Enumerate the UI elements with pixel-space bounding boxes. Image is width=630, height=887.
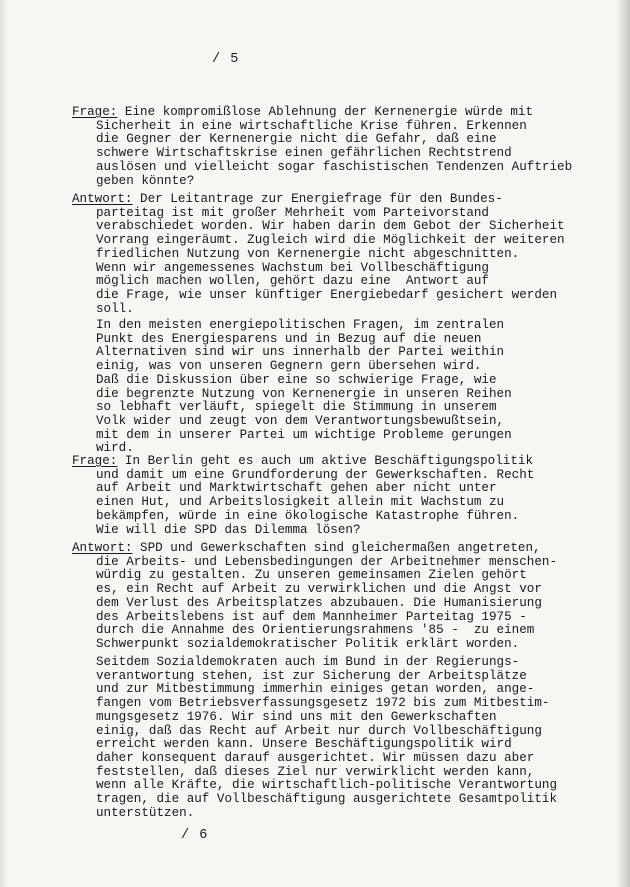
text-line: erreicht werden kann. Unsere Beschäftigungspolitik wird (96, 737, 512, 752)
text-line: die Gegner der Kernenergie nicht die Gefahr, daß eine (96, 132, 497, 147)
text-line: schwere Wirtschaftskrise einen gefährlichen Rechtstrend (96, 146, 512, 161)
text-line: auf Arbeit und Marktwirtschaft gehen aber nicht unter (96, 481, 497, 496)
question-1-first-line: Frage: Eine kompromißlose Ablehnung der Kernenergie würde mit (72, 105, 534, 119)
text-line: wird. (96, 441, 134, 456)
text-line: Schwerpunkt sozialdemokratischer Politik erklärt worden. (96, 636, 520, 651)
text-line: friedlichen Nutzung von Kernenergie nicht abgeschnitten. (96, 246, 520, 261)
text-line: In den meisten energiepolitischen Fragen, im zentralen (96, 318, 505, 332)
page-number-bottom: / 6 (181, 828, 209, 843)
question-1 (72, 106, 572, 188)
answer-2 (72, 542, 572, 652)
text-line: mungsgesetz 1976. Wir sind uns mit den Gewerkschaften (96, 709, 497, 724)
text-line: würdig zu gestalten. Zu unseren gemeinsamen Zielen gehört (96, 568, 527, 583)
text-line: bekämpfen, würde in eine ökologische Katastrophe führen. (96, 508, 520, 523)
text-line: Vorrang eingeräumt. Zugleich wird die Möglichkeit der weiteren (96, 233, 565, 248)
text-line: wenn alle Kräfte, die wirtschaftlich-politische Verantwortung (96, 778, 558, 793)
text-line: Volk wider und zeugt von dem Verantwortungsbewußtsein, (96, 413, 505, 428)
text-line: dem Verlust des Arbeitsplatzes abzubauen. Die Humanisierung (96, 595, 542, 610)
text-line: fangen vom Betriebsverfassungsgesetz 1972 bis zum Mitbestim- (96, 696, 550, 711)
text-line: Wie will die SPD das Dilemma lösen? (96, 522, 361, 537)
text-line: einig, was von unseren Gegnern gern übersehen wird. (96, 359, 482, 374)
text-line: Seitdem Sozialdemokraten auch im Bund in der Regierungs- (96, 655, 520, 669)
text-line: daher konsequent darauf ausgerichtet. Wir müssen dazu aber (96, 750, 535, 765)
page-number-top: / 5 (212, 52, 240, 67)
text-line: mit dem in unserer Partei um wichtige Probleme gerungen (96, 427, 512, 442)
text-line: Alternativen sind wir uns innerhalb der Partei weithin (96, 345, 505, 360)
answer-label: Antwort: (72, 192, 133, 206)
text-line: so lebhaft verläuft, spiegelt die Stimmung in unserem (96, 400, 497, 415)
text-line: soll. (96, 301, 134, 316)
text-line: einig, daß das Recht auf Arbeit nur durch Vollbeschäftigung (96, 723, 542, 738)
text-line: Punkt des Energiesparens und in Bezug auf die neuen (96, 331, 482, 346)
scan-edge-left (0, 0, 8, 887)
text-line: einen Hut, und Arbeitslosigkeit allein mit Wachstum zu (96, 495, 505, 510)
text-line: durch die Annahme des Orientierungsrahmens '85 - zu einem (96, 623, 535, 638)
answer-2-first-line: Antwort: SPD und Gewerkschaften sind gleichermaßen angetreten, (72, 541, 541, 555)
text-line: unterstützen. (96, 805, 195, 820)
text-line: verabschiedet worden. Wir haben darin dem Gebot der Sicherheit (96, 219, 565, 234)
text-line: die Frage, wie unser künftiger Energiebedarf gesichert werden (96, 287, 558, 302)
question-2-first-line: Frage: In Berlin geht es auch um aktive Beschäftigungspolitik (72, 454, 534, 468)
question-label: Frage: (72, 105, 118, 119)
text-line: es, ein Recht auf Arbeit zu verwirklichen und die Angst vor (96, 582, 542, 597)
text-line: und damit um eine Grundforderung der Gewerkschaften. Recht (96, 467, 535, 482)
answer-1 (72, 193, 572, 316)
answer-1-first-line: Antwort: Der Leitantrage zur Energiefrage für den Bundes- (72, 192, 503, 206)
text-line: auslösen und vielleicht sogar faschistischen Tendenzen Auftrieb (96, 159, 573, 174)
question-2 (72, 455, 572, 537)
text-line: Daß die Diskussion über eine so schwierige Frage, wie (96, 372, 497, 387)
scan-edge-right (616, 0, 630, 887)
text-line: des Arbeitslebens ist auf dem Mannheimer Parteitag 1975 - (96, 609, 527, 624)
text-line: feststellen, daß dieses Ziel nur verwirklicht werden kann, (96, 764, 535, 779)
answer-1-paragraph-2 (72, 319, 572, 456)
text-line: die Arbeits- und Lebensbedingungen der Arbeitnehmer menschen- (96, 554, 558, 569)
text-line: Wenn wir angemessenes Wachstum bei Vollbeschäftigung (96, 260, 489, 275)
text-line: geben könnte? (96, 173, 195, 188)
text-line: verantwortung stehen, ist zur Sicherung der Arbeitsplätze (96, 668, 527, 683)
text-line: möglich machen wollen, gehört dazu eine Antwort auf (96, 274, 489, 289)
text-line: Sicherheit in eine wirtschaftliche Krise führen. Erkennen (96, 118, 527, 133)
question-label: Frage: (72, 454, 118, 468)
text-line: und zur Mitbestimmung immerhin einiges getan worden, ange- (96, 682, 535, 697)
answer-label: Antwort: (72, 541, 133, 555)
text-line: die begrenzte Nutzung von Kernenergie in unseren Reihen (96, 386, 512, 401)
text-line: parteitag ist mit großer Mehrheit vom Parteivorstand (96, 205, 489, 220)
text-line: tragen, die auf Vollbeschäftigung ausgerichtete Gesamtpolitik (96, 792, 558, 807)
answer-2-paragraph-2 (72, 656, 572, 820)
